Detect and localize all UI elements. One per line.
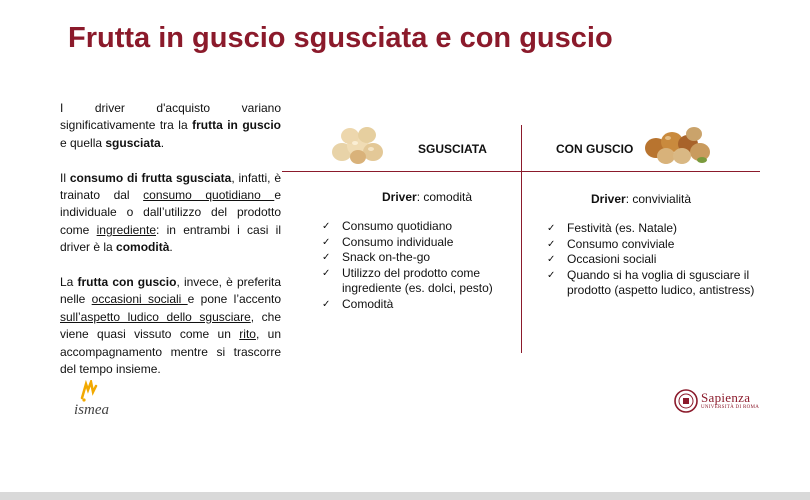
check-icon: ✓ xyxy=(322,221,331,232)
intro-text xyxy=(60,100,281,396)
intro-paragraph-2: Il consumo di frutta sgusciata, infatti, è trainato dal consumo quotidiano e individuale o dall’utilizzo del prodotto come ingrediente: in entrambi i casi il driver è la comodità. xyxy=(60,170,281,255)
check-icon: ✓ xyxy=(547,238,556,250)
shelled-driver-list xyxy=(322,219,512,313)
inshell-driver-list xyxy=(547,221,757,299)
sapienza-subtitle: UNIVERSITÀ DI ROMA xyxy=(701,405,760,410)
shelled-driver: Driver: comodità xyxy=(382,190,473,204)
check-icon: ✓ xyxy=(547,223,556,234)
inshell-driver: Driver: convivialità xyxy=(591,192,692,206)
footer-bar xyxy=(0,492,810,500)
list-item: ✓ Festività (es. Natale) xyxy=(547,221,678,235)
list-item: ✓ Utilizzo del prodotto come ingrediente (es. dolci, pesto) xyxy=(322,265,493,296)
shelled-column-header: SGUSCIATA xyxy=(418,142,487,156)
list-item: ✓ Consumo individuale xyxy=(322,234,454,249)
inshell-column-header: CON GUSCIO xyxy=(556,142,634,156)
list-item: ✓ Snack on-the-go xyxy=(322,250,431,265)
list-item: ✓ Consumo quotidiano xyxy=(322,219,453,233)
intro-paragraph-3: La frutta con guscio, invece, è preferita nelle occasioni sociali e pone l’accento sull’aspetto ludico dello sgusciare, che viene quasi vissuto come un rito, un accompagnamento mentre si trascorre del tempo insieme. xyxy=(60,275,282,377)
ismea-mark-icon xyxy=(78,380,98,402)
check-icon: ✓ xyxy=(322,267,331,279)
sapienza-logo xyxy=(674,389,774,415)
check-icon: ✓ xyxy=(547,269,556,281)
sapienza-wordmark: Sapienza xyxy=(701,390,751,405)
list-item: ✓ Comodità xyxy=(322,296,394,311)
ismea-logo xyxy=(74,380,138,420)
list-item: ✓ Consumo conviviale xyxy=(547,236,675,251)
check-icon: ✓ xyxy=(322,298,331,310)
table-vertical-divider xyxy=(521,125,522,353)
inshell-nuts-image xyxy=(642,122,714,168)
shelled-nuts-image xyxy=(328,122,388,166)
sapienza-seal-icon xyxy=(674,389,698,413)
list-item: ✓ Occasioni sociali xyxy=(547,252,657,267)
ismea-wordmark: ismea xyxy=(74,402,109,418)
check-icon: ✓ xyxy=(322,252,331,264)
check-icon: ✓ xyxy=(322,236,331,248)
check-icon: ✓ xyxy=(547,254,556,266)
list-item: ✓ Quando si ha voglia di sgusciare il prodotto (aspetto ludico, antistress) xyxy=(547,267,755,298)
table-horizontal-divider xyxy=(282,171,760,172)
slide-title: Frutta in guscio sgusciata e con guscio xyxy=(68,22,613,54)
intro-paragraph-1: I driver d'acquisto variano significativamente tra la frutta in guscio e quella sgusciata. xyxy=(60,101,281,150)
